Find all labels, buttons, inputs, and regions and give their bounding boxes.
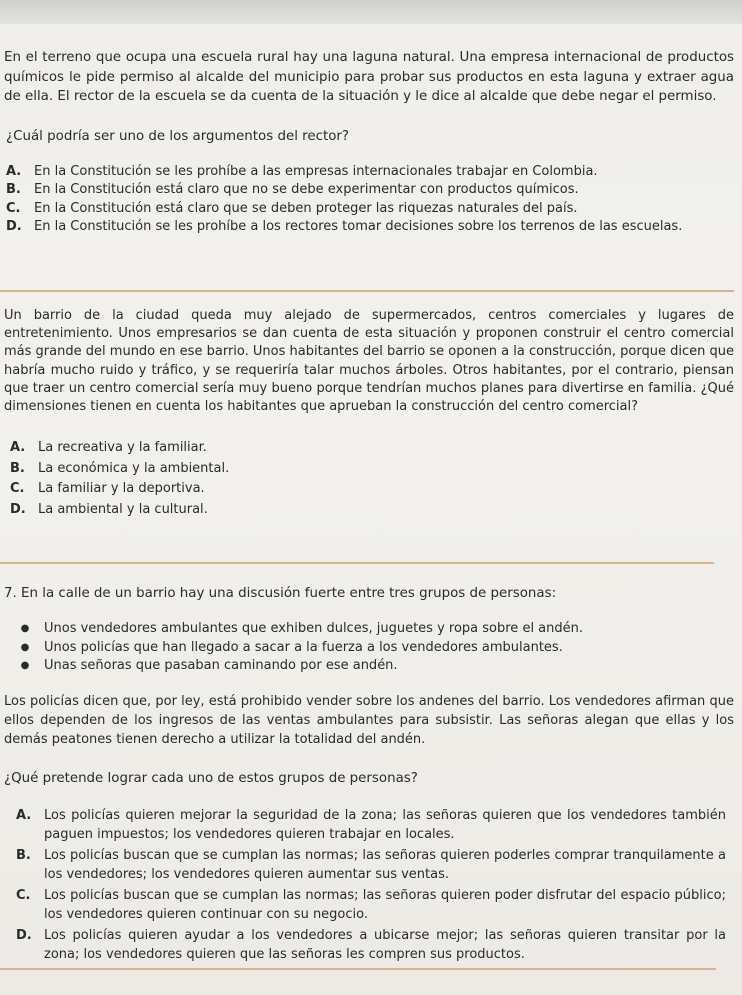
- option-letter: A.: [10, 440, 26, 456]
- q2-option-d[interactable]: [10, 500, 734, 521]
- option-letter: C.: [6, 200, 21, 216]
- option-text: La ambiental y la cultural.: [38, 501, 208, 517]
- bullet-icon: ●: [20, 660, 30, 671]
- option-text: En la Constitución está claro que no se debe experimentar con productos químicos.: [34, 182, 579, 197]
- bullet-icon: ●: [20, 641, 30, 653]
- q3-context: Los policías dicen que, por ley, está prohibido vender sobre los andenes del barrio. Los vendedores afirman que ellos dependen de los ingresos de las ventas ambulantes para subsistir. Las señoras alegan que ellas y los demás peatones tienen derecho a utilizar la totalidad del andén.: [4, 693, 734, 747]
- option-letter: C.: [10, 481, 25, 497]
- section-divider: [0, 562, 714, 564]
- q1-option-b[interactable]: [6, 181, 734, 200]
- option-text: Los policías quieren mejorar la seguridad de la zona; las señoras quieren que los vendedores también paguen impuestos; los vendedores quieren trabajar en locales.: [44, 807, 726, 842]
- bullet-text: Unos policías que han llegado a sacar a la fuerza a los vendedores ambulantes.: [44, 639, 563, 655]
- option-text: Los policías buscan que se cumplan las normas; las señoras quieren poderles comprar tranquilamente a los vendedores; los vendedores quieren aumentar sus ventas.: [44, 847, 726, 882]
- top-shadow-band: [0, 0, 742, 24]
- question-1: [4, 48, 734, 237]
- option-text: La recreativa y la familiar.: [38, 440, 207, 456]
- list-item: [6, 657, 734, 676]
- option-text: En la Constitución se les prohíbe a las empresas internacionales trabajar en Colombia.: [34, 163, 598, 179]
- q1-question: ¿Cuál podría ser uno de los argumentos del rector?: [6, 128, 350, 144]
- option-letter: B.: [6, 182, 21, 197]
- q2-option-b[interactable]: [10, 459, 734, 480]
- q1-options: [6, 163, 734, 237]
- option-letter: B.: [16, 847, 31, 863]
- section-divider: [0, 290, 734, 292]
- q3-options: [16, 806, 726, 964]
- option-text: En la Constitución está claro que se deben proteger las riquezas naturales del país.: [34, 200, 578, 216]
- option-letter: D.: [10, 501, 26, 517]
- option-letter: A.: [6, 163, 22, 179]
- q1-stem: En el terreno que ocupa una escuela rural hay una laguna natural. Una empresa internacional de productos químicos le pide permiso al alcalde del municipio para probar sus productos en esta laguna y extraer agua de ella. El rector de la escuela se da cuenta de la situación y le dice al alcalde que debe negar el permiso.: [4, 50, 734, 104]
- q3-option-c[interactable]: [16, 886, 726, 924]
- q1-option-d[interactable]: [6, 218, 734, 237]
- option-letter: D.: [6, 219, 22, 234]
- question-2: [4, 307, 734, 520]
- bullet-text: Unas señoras que pasaban caminando por ese andén.: [44, 658, 398, 673]
- bullet-text: Unos vendedores ambulantes que exhiben dulces, juguetes y ropa sobre el andén.: [44, 621, 584, 636]
- q3-question: ¿Qué pretende lograr cada uno de estos grupos de personas?: [4, 770, 418, 786]
- bullet-icon: ●: [20, 623, 30, 634]
- option-letter: D.: [16, 927, 32, 943]
- q3-option-a[interactable]: [16, 806, 726, 844]
- q2-option-c[interactable]: [10, 479, 734, 500]
- option-text: La económica y la ambiental.: [38, 460, 230, 476]
- option-text: La familiar y la deportiva.: [38, 481, 205, 497]
- option-letter: B.: [10, 460, 25, 476]
- question-3: [4, 584, 734, 964]
- q3-stem: En la calle de un barrio hay una discusión fuerte entre tres grupos de personas:: [21, 586, 557, 601]
- q1-option-c[interactable]: [6, 200, 734, 219]
- q3-bullets: [6, 620, 734, 676]
- q2-options: [10, 438, 734, 520]
- option-letter: A.: [16, 807, 32, 823]
- q2-option-a[interactable]: [10, 438, 734, 459]
- q1-option-a[interactable]: [6, 163, 734, 182]
- q3-stem-line: [4, 584, 734, 603]
- section-divider: [0, 968, 716, 970]
- option-text: En la Constitución se les prohíbe a los rectores tomar decisiones sobre los terrenos de las escuelas.: [34, 219, 683, 234]
- q3-option-d[interactable]: [16, 926, 726, 964]
- list-item: [6, 620, 734, 639]
- list-item: [6, 639, 734, 658]
- option-letter: C.: [16, 887, 31, 903]
- q3-number: 7.: [4, 586, 17, 601]
- option-text: Los policías quieren ayudar a los vendedores a ubicarse mejor; las señoras quieren transitar por la zona; los vendedores quieren que las señoras les compren sus productos.: [44, 927, 726, 962]
- q2-stem: Un barrio de la ciudad queda muy alejado de supermercados, centros comerciales y lugares de entretenimiento. Unos empresarios se dan cuenta de esta situación y proponen construir el centro comercial más grande del mundo en ese barrio. Unos habitantes del barrio se oponen a la construcción, porque dicen que habría mucho ruido y tráfico, y se requeriría talar muchos árboles. Otros habitantes, por el contrario, piensan que traer un centro comercial sería muy bueno porque tendrían muchos planes para divertirse en familia. ¿Qué dimensiones tienen en cuenta los habitantes que aprueban la construcción del centro comercial?: [4, 308, 734, 415]
- q3-option-b[interactable]: [16, 846, 726, 884]
- option-text: Los policías buscan que se cumplan las normas; las señoras quieren poder disfrutar del espacio público; los vendedores quieren continuar con su negocio.: [44, 887, 726, 922]
